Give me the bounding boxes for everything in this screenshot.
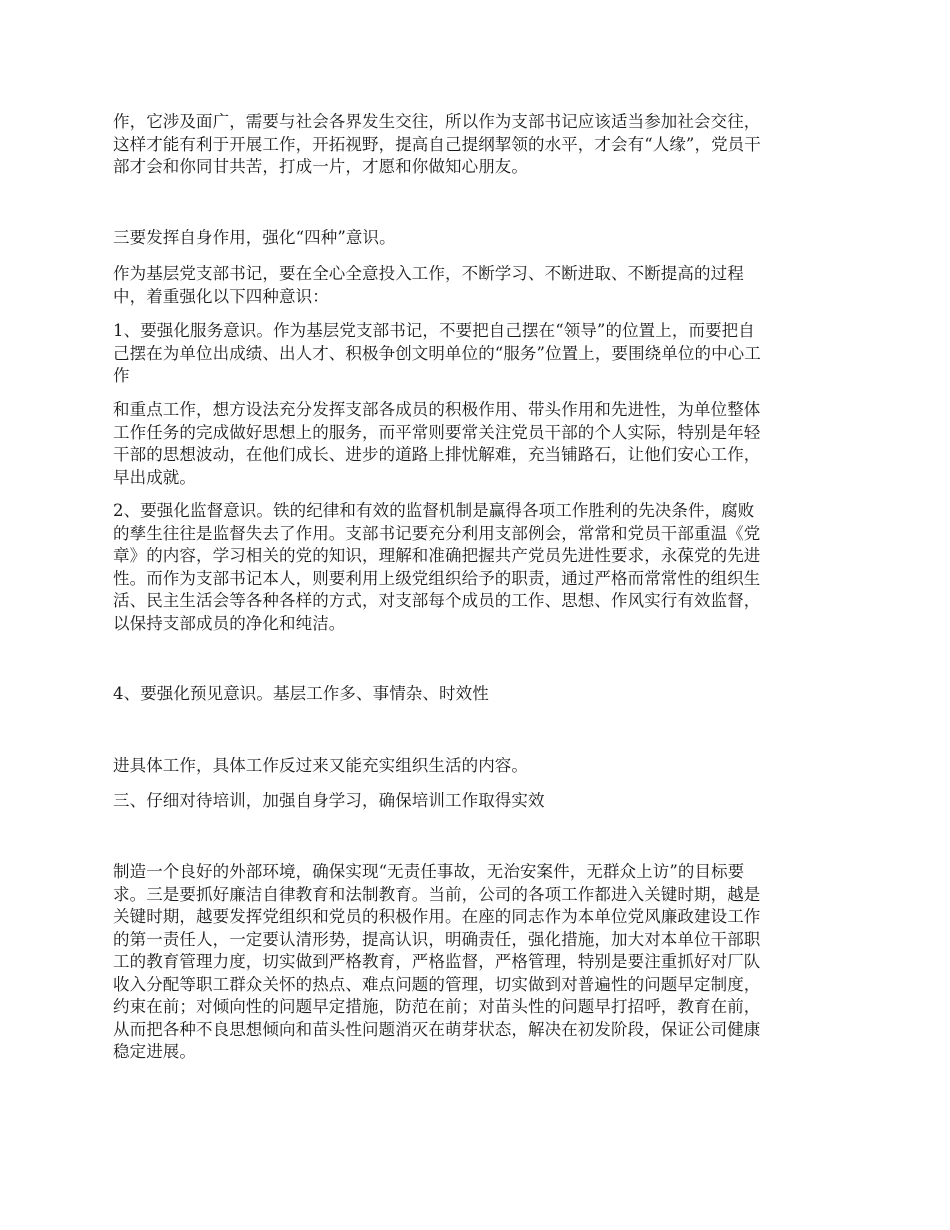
paragraph-four-awareness-heading: 三要发挥自身作用，强化“四种”意识。 <box>113 228 396 247</box>
paragraph-social-contact: 作，它涉及面广，需要与社会各界发生交往，所以作为支部书记应该适当参加社会交往， 这样才能有利于开展工作，开拓视野，提高自己提纲挈领的水平，才会有“人缘”，党员干 部才会和你同甘共苦，打成一片，才愿和你做知心朋友。 <box>113 112 761 176</box>
paragraph-concrete-work: 进具体工作，具体工作反过来又能充实组织生活的内容。 <box>113 756 528 775</box>
paragraph-training-heading: 三、仔细对待培训，加强自身学习，确保培训工作取得实效 <box>113 791 545 810</box>
paragraph-key-work: 和重点工作，想方设法充分发挥支部各成员的积极作用、带头作用和先进性，为单位整体 工作任务的完成做好思想上的服务，而平常则要常关注党员干部的个人实际，特别是年轻 干部的思想波动，在他们成长、进步的道路上排忧解难，充当铺路石，让他们安心工作， 早出成就。 <box>113 400 761 487</box>
paragraph-supervision-awareness: 2、要强化监督意识。铁的纪律和有效的监督机制是赢得各项工作胜利的先决条件，腐败 的孳生往往是监督失去了作用。支部书记要充分利用支部例会，常常和党员干部重温《党 章》的内容，学习相关的党的知识，理解和准确把握共产党员先进性要求，永葆党的先进 性。而作为支部书记本人，则要利用上级党组织给予的职责，通过严格而常常性的组织生 活、民主生活会等各种各样的方式，对支部每个成员的工作、思想、作风实行有效监督， 以保持支部成员的净化和纯洁。 <box>113 501 761 633</box>
paragraph-foresight-awareness: 4、要强化预见意识。基层工作多、事情杂、时效性 <box>113 684 489 703</box>
paragraph-branch-secretary-intro: 作为基层党支部书记，要在全心全意投入工作，不断学习、不断进取、不断提高的过程 中，着重强化以下四种意识： <box>113 264 744 306</box>
paragraph-service-awareness: 1、要强化服务意识。作为基层党支部书记，不要把自己摆在“领导”的位置上，而要把自 己摆在为单位出成绩、出人才、积极争创文明单位的“服务”位置上，要围绕单位的中心工 作 <box>113 321 761 385</box>
paragraph-integrity-education: 制造一个良好的外部环境，确保实现“无责任事故，无治安案件，无群众上访”的目标要 求。三是要抓好廉洁自律教育和法制教育。当前，公司的各项工作都进入关键时期，越是 关键时期，越要发挥党组织和党员的积极作用。在座的同志作为本单位党风廉政建设工作 的第一责任人，一定要认清形势，提高认识，明确责任，强化措施，加大对本单位干部职 工的教育管理力度，切实做到严格教育，严格监督，严格管理，特别是要注重抓好对厂队 收入分配等职工群众关怀的热点、难点问题的管理，切实做到对普遍性的问题早定制度， 约束在前；对倾向性的问题早定措施，防范在前；对苗头性的问题早打招呼，教育在前， 从而把各种不良思想倾向和苗头性问题消灭在萌芽状态，解决在初发阶段，保证公司健康 稳定进展。 <box>113 862 761 1061</box>
